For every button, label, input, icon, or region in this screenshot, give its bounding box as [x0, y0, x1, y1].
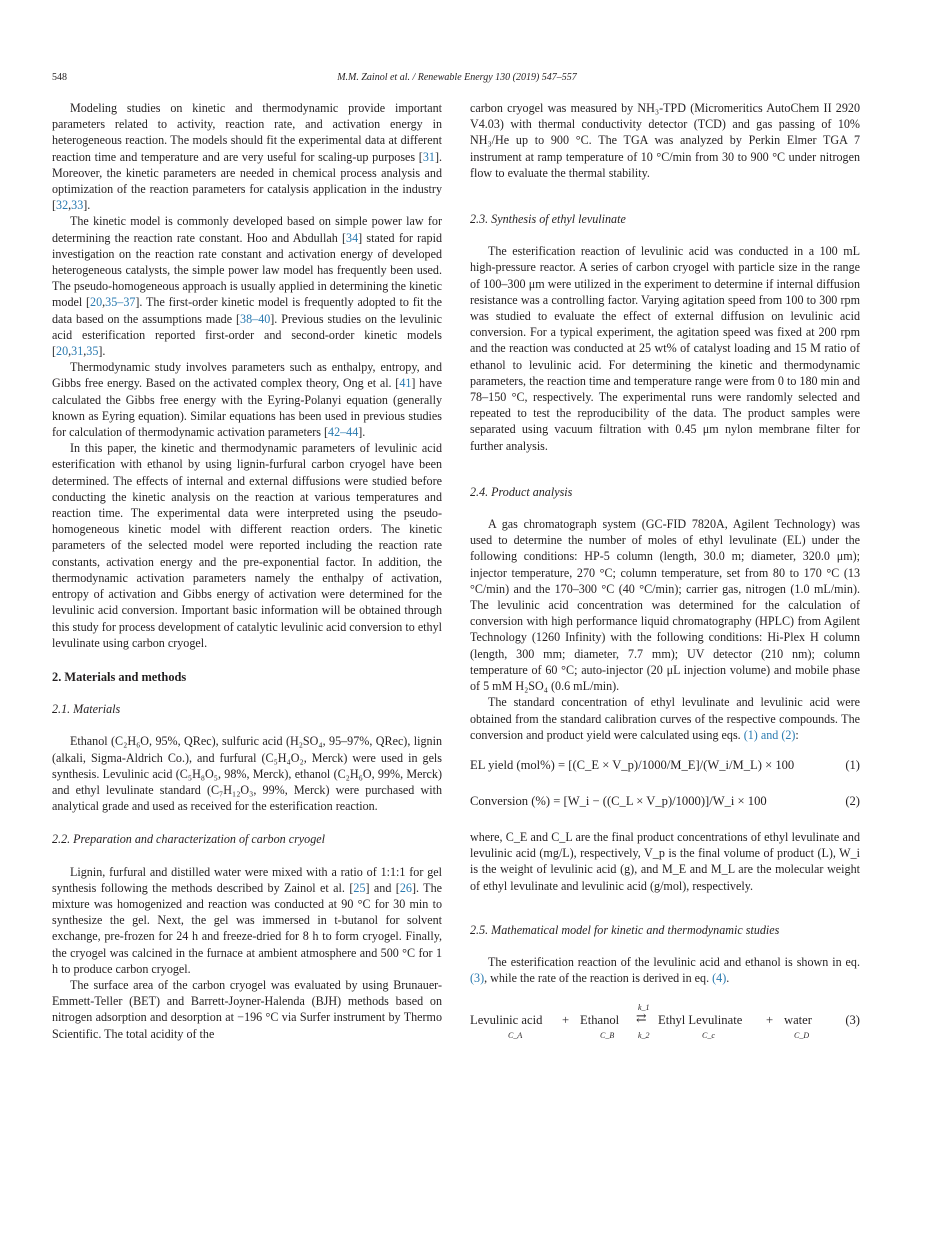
- paragraph: where, C_E and C_L are the final product concentrations of ethyl levulinate and levulinic acid (mg/L), respectively, V_p is the final volume of product (L), W_i is the weight of levulinic acid (g), and M_E and M_L are the molecular weight of ethyl levulinate and levulinic acid (g/mol), respectively.: [470, 829, 860, 893]
- citation-link[interactable]: 35: [86, 344, 99, 359]
- citation-link[interactable]: 32: [56, 198, 69, 213]
- subsection-heading: 2.2. Preparation and characterization of carbon cryogel: [52, 832, 325, 847]
- citation-link[interactable]: 34: [346, 230, 359, 245]
- citation-link[interactable]: 35–37: [105, 295, 136, 310]
- plus-sign: +: [766, 1013, 774, 1028]
- product-subscript: C_D: [794, 1031, 810, 1041]
- paragraph: In this paper, the kinetic and thermodynamic parameters of levulinic acid esterification with ethanol by using lignin-furfural carbon cryogel have been determined. The effects of internal and external diffusions were studied before conducting the kinetic analysis on the reaction at various temperatures and reaction time. The experimental data were interpreted using the pseudo-homogeneous kinetic model with different reaction orders. The kinetic parameters of the selected model were reported including the reaction rate constants, activation energy and the pre-exponential factor. In addition, the thermodynamic activation parameters namely the enthalpy of activation, entropy of activation and Gibbs energy of activation were determined for the levulinic acid conversion. Important basic information will be obtained through this study for process development of catalytic levulinic acid conversion to ethyl levulinate using carbon cryogel.: [52, 441, 442, 650]
- citation-link[interactable]: 33: [71, 198, 84, 213]
- subsection-heading: 2.3. Synthesis of ethyl levulinate: [470, 212, 626, 227]
- citation-link[interactable]: 25: [353, 880, 366, 895]
- page-number: 548: [52, 72, 67, 83]
- section-heading: 2. Materials and methods: [52, 669, 187, 684]
- equilibrium-arrow-icon: ⇄: [636, 1011, 647, 1026]
- citation-link[interactable]: 26: [399, 880, 412, 895]
- paragraph: The esterification reaction of the levulinic acid and ethanol is shown in eq. (3), while the rate of the reaction is derived in eq. (4).: [470, 954, 860, 986]
- citation-link[interactable]: 31: [71, 344, 84, 359]
- journal-citation: M.M. Zainol et al. / Renewable Energy 130 (2019) 547–557: [337, 72, 577, 83]
- citation-link[interactable]: 41: [399, 376, 412, 391]
- citation-link[interactable]: 42–44: [328, 425, 359, 440]
- paragraph: The esterification reaction of levulinic acid was conducted in a 100 mL high-pressure reactor. A series of carbon cryogel with particle size in the range of 100–300 μm were utilized in the experiment to determine if internal diffusion resistance was a controlling factor. Varying agitation speed from 100 to 300 rpm was studied to evaluate the effect of external diffusion on levulinic acid conversion. For a typical experiment, the agitation speed was fixed at 200 rpm and the reaction was conducted at 25 wt% of catalyst loading and 15 M ratio of ethanol to levulinic acid. For determining the kinetic and thermodynamic parameters, the reaction time and temperature range were from 0 to 180 min and 78–150 °C, respectively. The experimental runs were randomly selected and repeated to test the reproducibility of the data. The product samples were separated using vacuum filtration with 0.45 μm nylon membrane filter for further analysis.: [470, 244, 860, 453]
- equation-number: (3): [845, 1013, 860, 1028]
- paragraph: A gas chromatograph system (GC-FID 7820A, Agilent Technology) was used to determine the number of moles of ethyl levulinate (EL) under the following conditions: HP-5 column (length, 30.0 m; diameter, 320.0 μm); injector temperature, 270 °C; column temperature, set from 80 to 170 °C (13 °C/min) and the 170–300 °C (40 °C/min); carrier gas, nitrogen (1.0 mL/min). The levulinic acid concentration was determined for the calculation of conversion with high performance liquid chromatography (HPLC) from Agilent Technology (1260 Infinity) with the following conditions: Hi-Plex H column (length, 300 mm; diameter, 7.7 mm); UV detector (210 nm); column temperature of 60 °C; auto-injector (20 μL injection volume) and mobile phase of 5 mM H₂SO₄ (0.6 mL/min).: [470, 517, 860, 694]
- equation-1: [470, 757, 860, 779]
- subsection-heading: 2.1. Materials: [52, 702, 121, 717]
- paragraph: The surface area of the carbon cryogel was evaluated by using Brunauer-Emmett-Teller (BET) and Barrett-Joyner-Halenda (BJH) methods based on nitrogen adsorption and desorption at −196 °C via Surfer instrument by Thermo Scientific. The total acidity of the: [52, 977, 442, 1041]
- equation-number: (2): [845, 793, 860, 808]
- citation-link[interactable]: 20: [90, 295, 103, 310]
- paragraph: The kinetic model is commonly developed based on simple power law for determining the reaction rate constant. Hoo and Abdullah [34] stated for rapid investigation on the reaction rate constant and activation energy of developed heterogeneous catalysts, the simple power law model has frequently been used. The pseudo-homogeneous approach is usually applied in determining the kinetic model [20,35–37]. The first-order kinetic model is frequently adopted to fit the data based on the assumptions made [38–40]. Previous studies on the levulinic acid esterification reported first-order and second-order kinetic models [20,31,35].: [52, 214, 442, 359]
- right-column: [470, 100, 860, 1042]
- paragraph: Lignin, furfural and distilled water were mixed with a ratio of 1:1:1 for gel synthesis following the methods described by Zainol et al. [25] and [26]. The mixture was homogenized and reaction was conducted at 90 °C for 30 min to synthesize the gel. Next, the gel was immersed in t-butanol for solvent exchange, pre-frozen for 24 h and freeze-dried for 8 h to form cryogel. Finally, the cryogel was calcined in the furnace at ambient atmosphere and 500 °C for 1 h to produce carbon cryogel.: [52, 864, 442, 976]
- running-header: [52, 72, 862, 88]
- equation-link[interactable]: (4): [712, 971, 727, 986]
- reaction-equation-3: [470, 1003, 860, 1042]
- reactant-levulinic-acid: Levulinic acid: [470, 1013, 543, 1028]
- paragraph: Modeling studies on kinetic and thermodynamic provide important parameters related to activity, reaction rate, and activation energy in heterogeneous reaction. The models should fit the experimental data at different reaction time and temperature and are very useful for scaling-up purposes [31]. Moreover, the kinetic parameters are needed in chemical process analysis and optimization of the reaction parameters for catalysis application in the industry [32,33].: [52, 101, 442, 213]
- reactant-ethanol: Ethanol: [580, 1013, 620, 1028]
- product-water: water: [784, 1013, 812, 1028]
- plus-sign: +: [562, 1013, 570, 1028]
- left-column: [52, 100, 442, 1042]
- equation-2: [470, 793, 860, 815]
- reactant-subscript: C_B: [600, 1031, 615, 1041]
- citation-link[interactable]: 31: [422, 149, 435, 164]
- equation-link[interactable]: (1) and (2): [743, 727, 796, 742]
- paragraph: The standard concentration of ethyl levulinate and levulinic acid were obtained from the standard calibration curves of the respective compounds. The conversion and product yield were calculated using eqs. (1) and (2):: [470, 695, 860, 742]
- paragraph: Ethanol (C₂H₆O, 95%, QRec), sulfuric acid (H₂SO₄, 95–97%, QRec), lignin (alkali, Sigma-Aldrich Co.), and furfural (C₅H₄O₂, Merck) were used in gels synthesis. Levulinic acid (C₅H₈O₅, 98%, Merck), ethanol (C₂H₆O, 99%, Merck) and ethyl levulinate standard (C₇H₁₂O₃, 99%, Merck) were purchased with analytical grade and used as received for the esterification reaction.: [52, 734, 442, 814]
- equation-body: EL yield (mol%) = [(C_E × V_p)/1000/M_E]/(W_i/M_L) × 100: [470, 757, 795, 772]
- paragraph: Thermodynamic study involves parameters such as enthalpy, entropy, and Gibbs free energy. Based on the activated complex theory, Ong et al. [41] have calculated the Gibbs free energy with the Eyring-Polanyi equation (generally known as Eyring equation). Similar equations has been used in previous studies for calculation of thermodynamic activation parameters [42–44].: [52, 360, 442, 440]
- reactant-subscript: C_A: [508, 1031, 523, 1041]
- citation-link[interactable]: 20: [56, 344, 69, 359]
- product-ethyl-levulinate: Ethyl Levulinate: [658, 1013, 743, 1028]
- rate-constant-forward: k_1: [638, 1003, 650, 1013]
- paragraph: carbon cryogel was measured by NH₃-TPD (Micromeritics AutoChem II 2920 V4.03) with thermal conductivity detector (TCD) and gas passing of 10% NH₃/He up to 900 °C. The TGA was analyzed by Perkin Elmer TGA 7 instrument at ramp temperature of 10 °C/min from 30 to 900 °C under nitrogen flow to evaluate the thermal stability.: [470, 101, 860, 180]
- rate-constant-backward: k_2: [638, 1031, 650, 1041]
- subsection-heading: 2.5. Mathematical model for kinetic and thermodynamic studies: [470, 922, 780, 937]
- subsection-heading: 2.4. Product analysis: [470, 484, 573, 499]
- product-subscript: C_c: [702, 1031, 715, 1041]
- equation-link[interactable]: (3): [470, 971, 485, 986]
- equation-number: (1): [845, 757, 860, 772]
- equation-body: Conversion (%) = [W_i − ((C_L × V_p)/1000)]/W_i × 100: [470, 793, 767, 808]
- citation-link[interactable]: 38–40: [240, 311, 271, 326]
